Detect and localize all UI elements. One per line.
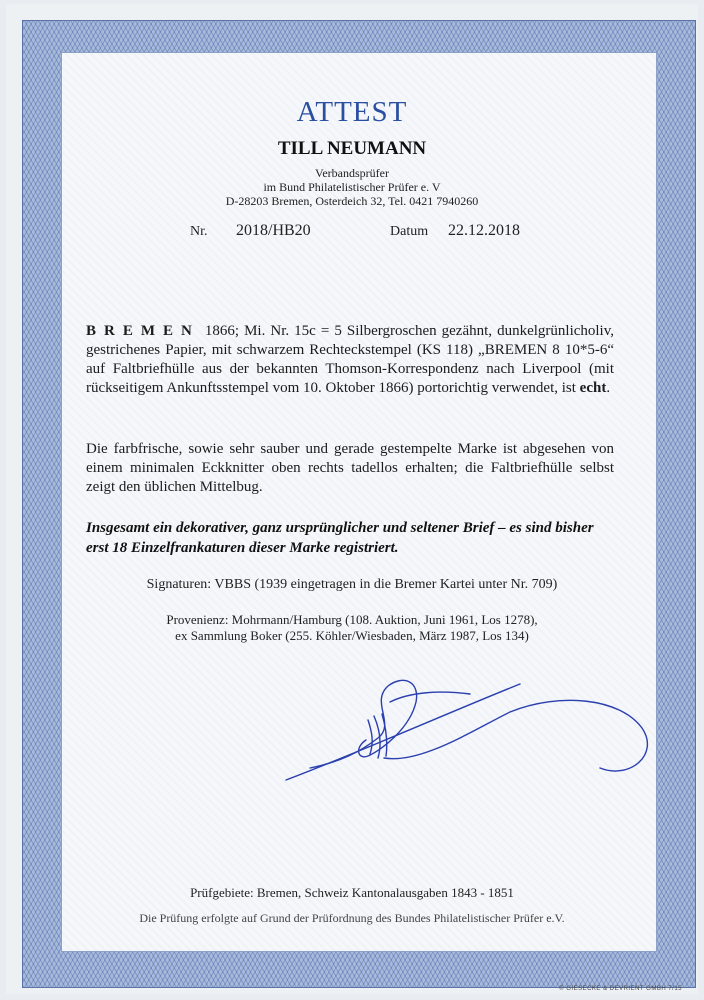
provenance-line-1: Provenienz: Mohrmann/Hamburg (108. Auktion, Juni 1961, Los 1278), [166, 612, 538, 627]
signatures-line: Signaturen: VBBS (1939 eingetragen in die Bremer Kartei unter Nr. 709) [146, 577, 558, 592]
description-end: . [606, 380, 611, 396]
summary-paragraph: Insgesamt ein dekorativer, ganz ursprünglicher und seltener Brief – es sind bisher erst 18 Einzelfrankaturen dieser Marke registriert. [86, 520, 594, 556]
handwritten-signature [270, 672, 660, 792]
printer-mark: © GIESECKE & DEVRIENT GMBH 7/15 [559, 986, 682, 992]
examination-areas: Prüfgebiete: Bremen, Schweiz Kantonalausgaben 1843 - 1851 [190, 885, 514, 900]
provenance-line-2: ex Sammlung Boker (255. Köhler/Wiesbaden, März 1987, Los 134) [175, 628, 529, 643]
examiner-role: Verbandsprüfer [315, 166, 389, 180]
date-value: 22.12.2018 [448, 222, 520, 239]
description-text: 1866; Mi. Nr. 15c = 5 Silbergroschen gezähnt, dunkelgrünlicholiv, gestrichenes Papier, mit schwarzem Rechteckstempel (KS 118) „BREMEN 8 10*5-6“ auf Faltbriefhülle aus der bekannten Thomson-Korrespondenz nach Liverpool (mit rückseitigem Ankunftsstempel vom 10. Oktober 1866) portorichtig verwendet, ist [86, 323, 614, 396]
examination-rules-note: Die Prüfung erfolgte auf Grund der Prüfordnung des Bundes Philatelistischer Prüfer e.V. [139, 911, 565, 925]
description-paragraph [86, 322, 614, 398]
examiner-address: D-28203 Bremen, Osterdeich 32, Tel. 0421 7940260 [225, 194, 479, 208]
examiner-association: im Bund Philatelistischer Prüfer e. V [263, 180, 441, 194]
nr-value: 2018/HB20 [236, 222, 311, 239]
certificate-title: ATTEST [296, 96, 408, 128]
condition-paragraph: Die farbfrische, sowie sehr sauber und gerade gestempelte Marke ist abgesehen von einem minimalen Eckknitter oben rechts tadellos erhalten; die Faltbriefhülle selbst zeigt den üblichen Mittelbug. [86, 441, 614, 495]
nr-label: Nr. [190, 224, 208, 239]
echt-word: echt [579, 380, 607, 396]
examiner-name: TILL NEUMANN [277, 138, 427, 159]
date-label: Datum [390, 224, 429, 239]
spaced-bremen: BREMEN [86, 323, 200, 339]
